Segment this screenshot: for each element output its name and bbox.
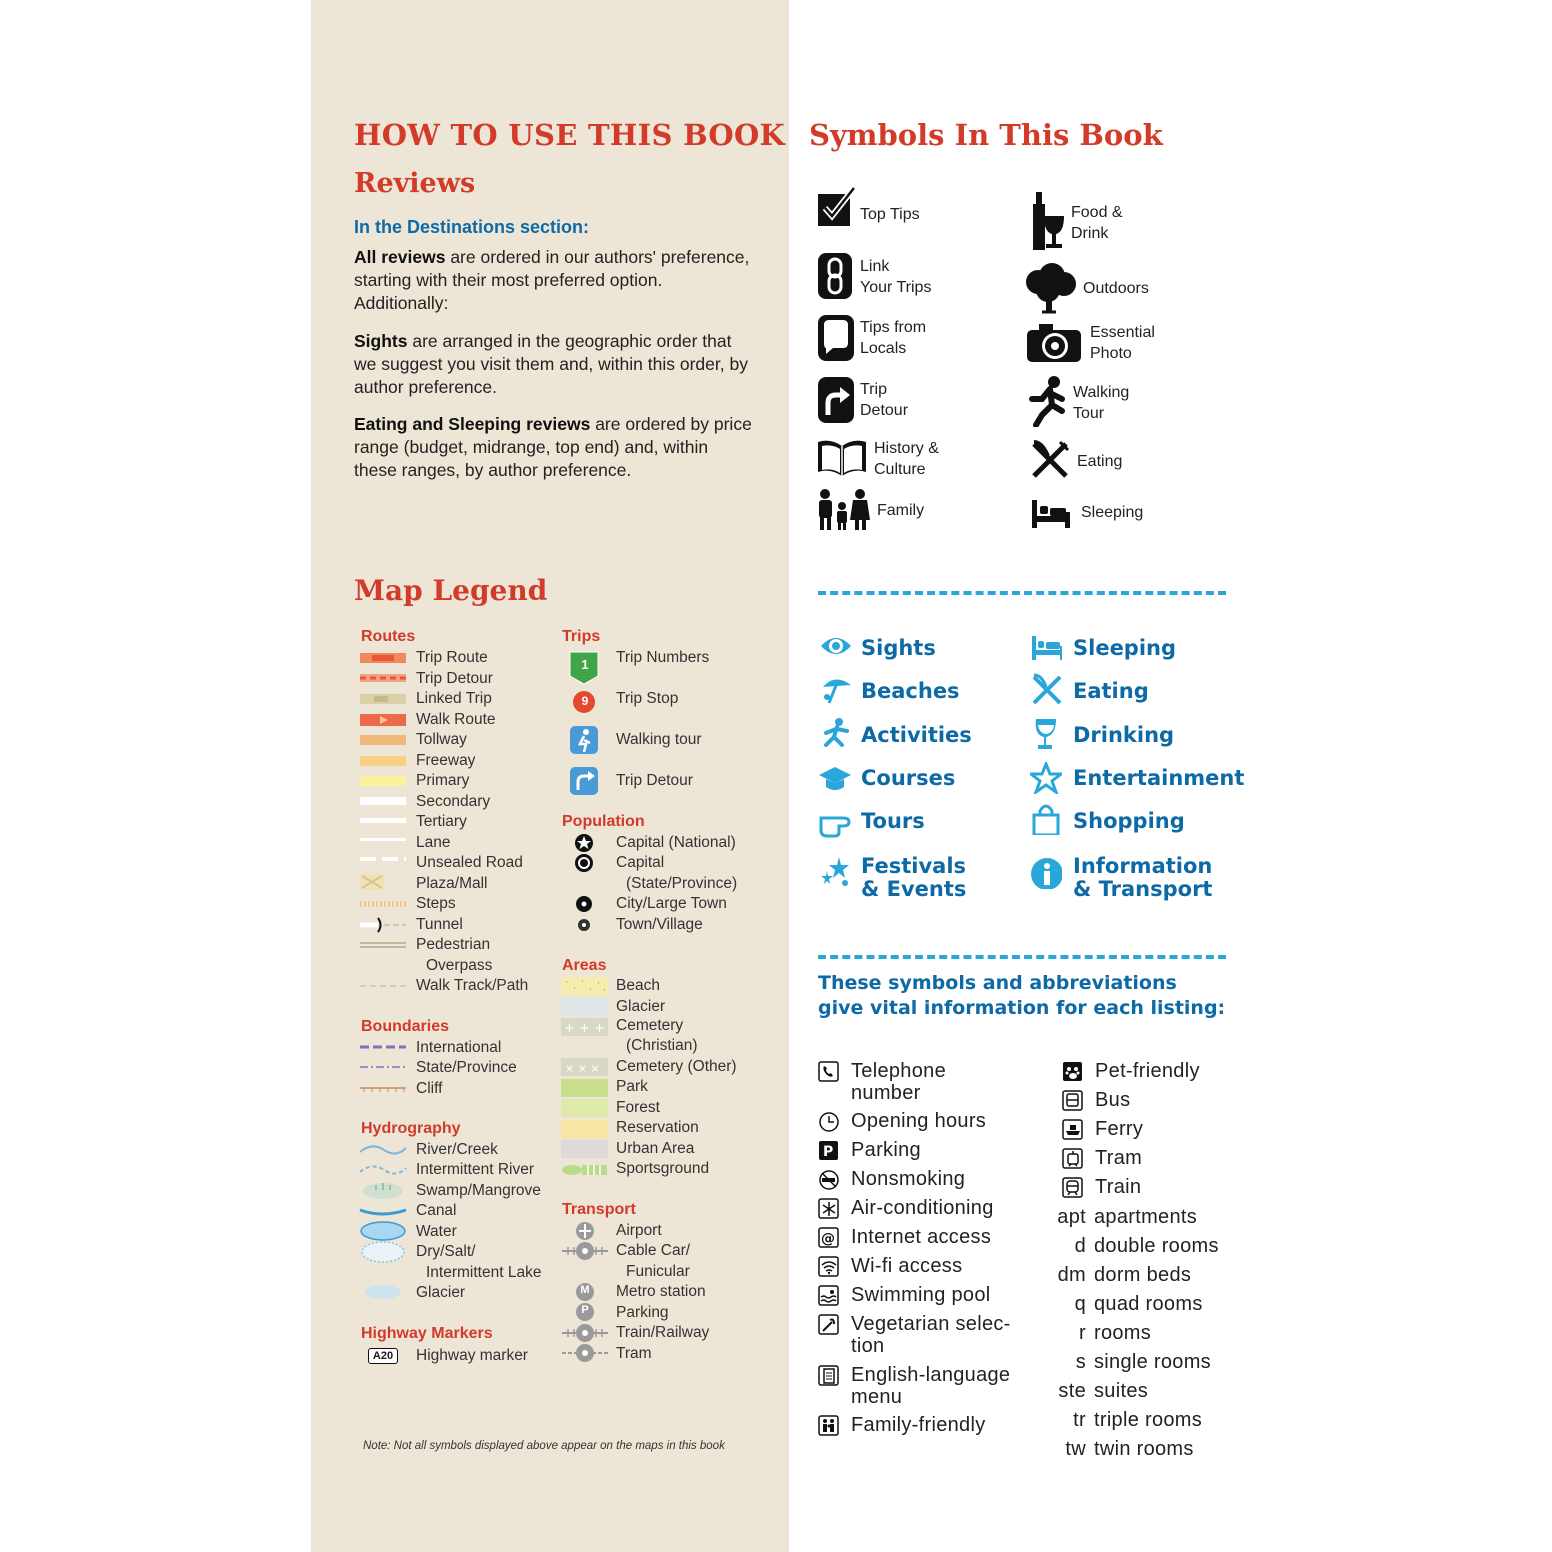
symbol-label: Tour [1073, 405, 1105, 422]
english-menu-icon [818, 1365, 840, 1387]
trips-legend-item: Trip Detour [616, 772, 693, 789]
internet-access-icon [818, 1227, 840, 1249]
beaches-icon [819, 673, 851, 705]
abbreviation-key: tr [1073, 1409, 1086, 1431]
route-legend-item: Tunnel [416, 916, 463, 933]
symbol-label: Top Tips [860, 206, 920, 223]
route-legend-item: Secondary [416, 793, 491, 810]
trip-swatches [568, 650, 602, 800]
outdoors-icon [1020, 262, 1078, 314]
history-culture-icon [816, 438, 868, 478]
essential-photo-icon [1025, 322, 1085, 364]
symbol-label: Drink [1071, 225, 1109, 242]
route-legend-item: Freeway [416, 752, 476, 769]
how-to-use-title: HOW TO USE THIS BOOK [354, 118, 786, 152]
category-label: Festivals [861, 854, 967, 878]
areas-legend-item: Cemetery [616, 1017, 684, 1034]
areas-legend-item: Reservation [616, 1119, 699, 1136]
route-legend-item: Walk Route [416, 711, 496, 728]
trip-stop-badge: 9 [581, 694, 589, 708]
svg-text:@: @ [821, 1231, 835, 1247]
symbol-label: Food & [1071, 204, 1123, 221]
category-label: Beaches [861, 679, 960, 703]
route-legend-item: Trip Route [416, 649, 488, 666]
listing-symbol-label: Ferry [1095, 1118, 1144, 1140]
route-legend-item: Unsealed Road [416, 854, 523, 871]
listing-symbol-label: number [851, 1082, 921, 1104]
abbreviation-value: rooms [1094, 1322, 1152, 1344]
route-legend-item: Overpass [426, 957, 493, 974]
activities-icon [819, 717, 851, 749]
listing-symbol-label: Tram [1095, 1147, 1143, 1169]
destinations-subheading: In the Destinations section: [354, 217, 590, 237]
symbol-label: Culture [874, 461, 926, 478]
trips-legend-item: Walking tour [616, 731, 702, 748]
drinking-icon [1030, 717, 1062, 749]
routes-heading: Routes [361, 628, 416, 645]
hydrography-legend-item: Glacier [416, 1284, 466, 1301]
listing-symbol-label: Bus [1095, 1089, 1131, 1111]
category-label: & Events [861, 877, 967, 901]
symbol-label: Walking [1073, 384, 1130, 401]
abbreviation-key: ste [1058, 1380, 1086, 1402]
transport-legend-item: Funicular [626, 1263, 690, 1280]
reviews-paragraph-3: Eating and Sleeping reviews are ordered by price range (budget, midrange, top end) and, within these ranges, by author preference. [354, 414, 752, 480]
listing-symbol-label: Wi-fi access [851, 1255, 963, 1277]
hydrography-legend-item: Intermittent River [416, 1161, 535, 1178]
symbol-label: Sleeping [1081, 504, 1144, 521]
areas-legend-item: Forest [616, 1099, 660, 1116]
route-legend-item: Tollway [416, 731, 467, 748]
symbols-title: Symbols In This Book [809, 118, 1163, 152]
walking-tour-icon [1028, 375, 1070, 427]
route-legend-item: Pedestrian [416, 936, 491, 953]
areas-heading: Areas [562, 957, 607, 974]
abbreviation-value: single rooms [1094, 1351, 1211, 1373]
listing-symbol-label: Opening hours [851, 1110, 987, 1132]
listing-symbol-label: English-language [851, 1364, 1011, 1386]
listing-symbol-label: Telephone [851, 1060, 947, 1082]
population-legend-item: Town/Village [616, 916, 703, 933]
transport-legend-item: Airport [616, 1222, 662, 1239]
hydrography-legend-item: Canal [416, 1202, 457, 1219]
areas-legend-item: Beach [616, 977, 660, 994]
abbreviation-value: quad rooms [1094, 1293, 1203, 1315]
abbreviation-value: suites [1094, 1380, 1149, 1402]
route-legend-item: Lane [416, 834, 451, 851]
listing-info-title: These symbols and abbreviations give vital information for each listing: [818, 972, 1226, 1019]
divider-dashed-top [818, 591, 1226, 595]
map-legend-title: Map Legend [354, 574, 548, 607]
listing-symbol-label: Pet-friendly [1095, 1060, 1200, 1082]
symbol-label: Your Trips [860, 279, 932, 296]
hydrography-legend-item: Dry/Salt/ [416, 1243, 476, 1260]
category-label: Courses [861, 766, 956, 790]
category-label: Information [1073, 854, 1213, 878]
areas-legend-item: Urban Area [616, 1140, 695, 1157]
category-label: & Transport [1073, 877, 1213, 901]
route-legend-item: Tertiary [416, 813, 467, 830]
divider-dashed-bottom [818, 955, 1226, 959]
top-tips-icon [816, 186, 860, 230]
trips-legend-item: Trip Stop [616, 690, 679, 707]
symbol-label: Essential [1090, 324, 1155, 341]
wifi-access-icon [818, 1256, 840, 1278]
areas-legend-item: Park [616, 1078, 648, 1095]
boundary-legend-item: Cliff [416, 1080, 443, 1097]
boundaries-heading: Boundaries [361, 1018, 450, 1035]
reviews-heading: Reviews [354, 168, 476, 199]
eating-icon [1030, 440, 1070, 480]
listing-symbol-label: Family-friendly [851, 1414, 986, 1436]
route-swatches [358, 648, 410, 993]
highway-marker-label: Highway marker [416, 1347, 528, 1364]
population-legend-item: (State/Province) [626, 875, 738, 892]
symbol-label: History & [874, 440, 939, 457]
link-your-trips-icon [816, 251, 856, 301]
transport-legend-item: Cable Car/ [616, 1242, 691, 1259]
ferry-icon [1062, 1119, 1084, 1141]
area-swatches [560, 976, 610, 1181]
food-drink-icon [1030, 190, 1066, 252]
category-label: Sleeping [1073, 636, 1177, 660]
svg-text:× × ×: × × × [565, 1062, 600, 1075]
population-heading: Population [562, 813, 645, 830]
reviews-paragraph-1: All reviews are ordered in our authors' preference, starting with their most preferred option. Additionally: [354, 247, 750, 313]
listing-symbol-label: menu [851, 1386, 903, 1408]
abbreviation-value: apartments [1094, 1206, 1198, 1228]
opening-hours-icon [818, 1111, 840, 1133]
hydrography-legend-item: Intermittent Lake [426, 1264, 542, 1281]
hydrography-legend-item: Water [416, 1223, 457, 1240]
listing-symbol-label: Vegetarian selec- [851, 1313, 1011, 1335]
transport-legend-item: Parking [616, 1304, 669, 1321]
information-transport-icon [1030, 857, 1062, 889]
abbreviation-value: dorm beds [1094, 1264, 1192, 1286]
areas-legend-item: Cemetery (Other) [616, 1058, 737, 1075]
population-legend-item: City/Large Town [616, 895, 727, 912]
symbol-label: Tips from [860, 319, 927, 336]
hydrography-legend-item: Swamp/Mangrove [416, 1182, 541, 1199]
category-label: Tours [861, 809, 925, 833]
family-icon [816, 488, 872, 532]
festivals-events-icon [819, 855, 851, 887]
areas-legend-item: Sportsground [616, 1160, 710, 1177]
abbreviation-key: r [1079, 1322, 1086, 1344]
abbreviation-key: s [1075, 1351, 1086, 1373]
population-swatches [574, 832, 596, 934]
trips-heading: Trips [562, 628, 601, 645]
abbreviation-value: double rooms [1094, 1235, 1219, 1257]
hydrography-legend-item: River/Creek [416, 1141, 498, 1158]
listing-symbol-label: Parking [851, 1139, 921, 1161]
parking-letter: P [581, 1304, 589, 1316]
transport-legend-item: Tram [616, 1345, 652, 1362]
entertainment-icon [1030, 762, 1062, 794]
parking-icon [818, 1140, 840, 1162]
transport-legend-item: Train/Railway [616, 1324, 710, 1341]
vegetarian-icon [818, 1314, 840, 1336]
air-conditioning-icon [818, 1198, 840, 1220]
listing-symbol-label: tion [851, 1335, 885, 1357]
trip-number-badge: 1 [581, 657, 589, 672]
symbol-label: Photo [1090, 345, 1132, 362]
symbol-label: Outdoors [1083, 280, 1149, 297]
category-label: Eating [1073, 679, 1149, 703]
hydrography-swatches [358, 1140, 410, 1305]
transport-legend-item: Metro station [616, 1283, 706, 1300]
symbol-label: Trip [860, 381, 887, 398]
listing-symbol-label: Nonsmoking [851, 1168, 966, 1190]
telephone-icon [818, 1061, 840, 1083]
boundary-legend-item: State/Province [416, 1059, 517, 1076]
route-legend-item: Steps [416, 895, 456, 912]
route-legend-item: Primary [416, 772, 470, 789]
category-label: Drinking [1073, 723, 1175, 747]
symbol-label: Link [860, 258, 890, 275]
train-icon [1062, 1177, 1084, 1199]
abbreviation-value: twin rooms [1094, 1438, 1194, 1460]
category-label: Shopping [1073, 809, 1185, 833]
symbol-label: Locals [860, 340, 907, 357]
category-label: Sights [861, 636, 936, 660]
reviews-paragraph-2: Sights are arranged in the geographic order that we suggest you visit them and, within this order, by author preference. [354, 331, 748, 397]
sleeping-icon [1030, 498, 1072, 530]
highway-markers-heading: Highway Markers [361, 1325, 493, 1342]
abbreviation-value: triple rooms [1094, 1409, 1203, 1431]
hydrography-heading: Hydrography [361, 1120, 461, 1137]
abbreviation-key: d [1074, 1235, 1086, 1257]
tips-from-locals-icon [816, 313, 856, 363]
tours-icon [819, 806, 851, 838]
route-legend-item: Linked Trip [416, 690, 492, 707]
sights-icon [819, 632, 851, 664]
boundary-legend-item: International [416, 1039, 502, 1056]
tram-icon [1062, 1148, 1084, 1170]
symbol-label: Family [877, 502, 925, 519]
trips-legend-item: Trip Numbers [616, 649, 710, 666]
abbreviation-key: apt [1057, 1206, 1086, 1228]
symbol-label: Eating [1077, 453, 1123, 470]
swimming-pool-icon [818, 1285, 840, 1307]
route-legend-item: Plaza/Mall [416, 875, 488, 892]
abbreviation-key: tw [1065, 1438, 1086, 1460]
route-legend-item: Walk Track/Path [416, 977, 529, 994]
listing-symbol-label: Air-conditioning [851, 1197, 994, 1219]
abbreviation-key: dm [1057, 1264, 1086, 1286]
eating-category-icon [1030, 673, 1062, 705]
svg-text:P: P [823, 1144, 834, 1160]
shopping-icon [1030, 803, 1062, 835]
category-label: Activities [861, 723, 972, 747]
sleeping-category-icon [1030, 632, 1062, 664]
nonsmoking-icon [818, 1169, 840, 1191]
areas-legend-item: Glacier [616, 998, 666, 1015]
bus-icon [1062, 1090, 1084, 1112]
pet-friendly-icon [1062, 1061, 1084, 1083]
listing-symbol-label: Swimming pool [851, 1284, 991, 1306]
courses-icon [819, 763, 851, 795]
boundary-swatches [358, 1038, 410, 1098]
metro-letter: M [580, 1284, 590, 1296]
population-legend-item: Capital [616, 854, 665, 871]
route-legend-item: Trip Detour [416, 670, 493, 687]
symbol-label: Detour [860, 402, 909, 419]
category-label: Entertainment [1073, 766, 1245, 790]
population-legend-item: Capital (National) [616, 834, 736, 851]
listing-symbol-label: Train [1095, 1176, 1142, 1198]
areas-legend-item: (Christian) [626, 1037, 698, 1054]
family-friendly-icon [818, 1415, 840, 1437]
highway-marker-badge: A20 [368, 1348, 398, 1364]
trip-detour-icon [816, 375, 856, 425]
listing-symbol-label: Internet access [851, 1226, 992, 1248]
svg-text:+ + +: + + + [564, 1021, 605, 1036]
legend-note: Note: Not all symbols displayed above appear on the maps in this book [363, 1440, 725, 1452]
abbreviation-key: q [1074, 1293, 1086, 1315]
transport-heading: Transport [562, 1201, 636, 1218]
